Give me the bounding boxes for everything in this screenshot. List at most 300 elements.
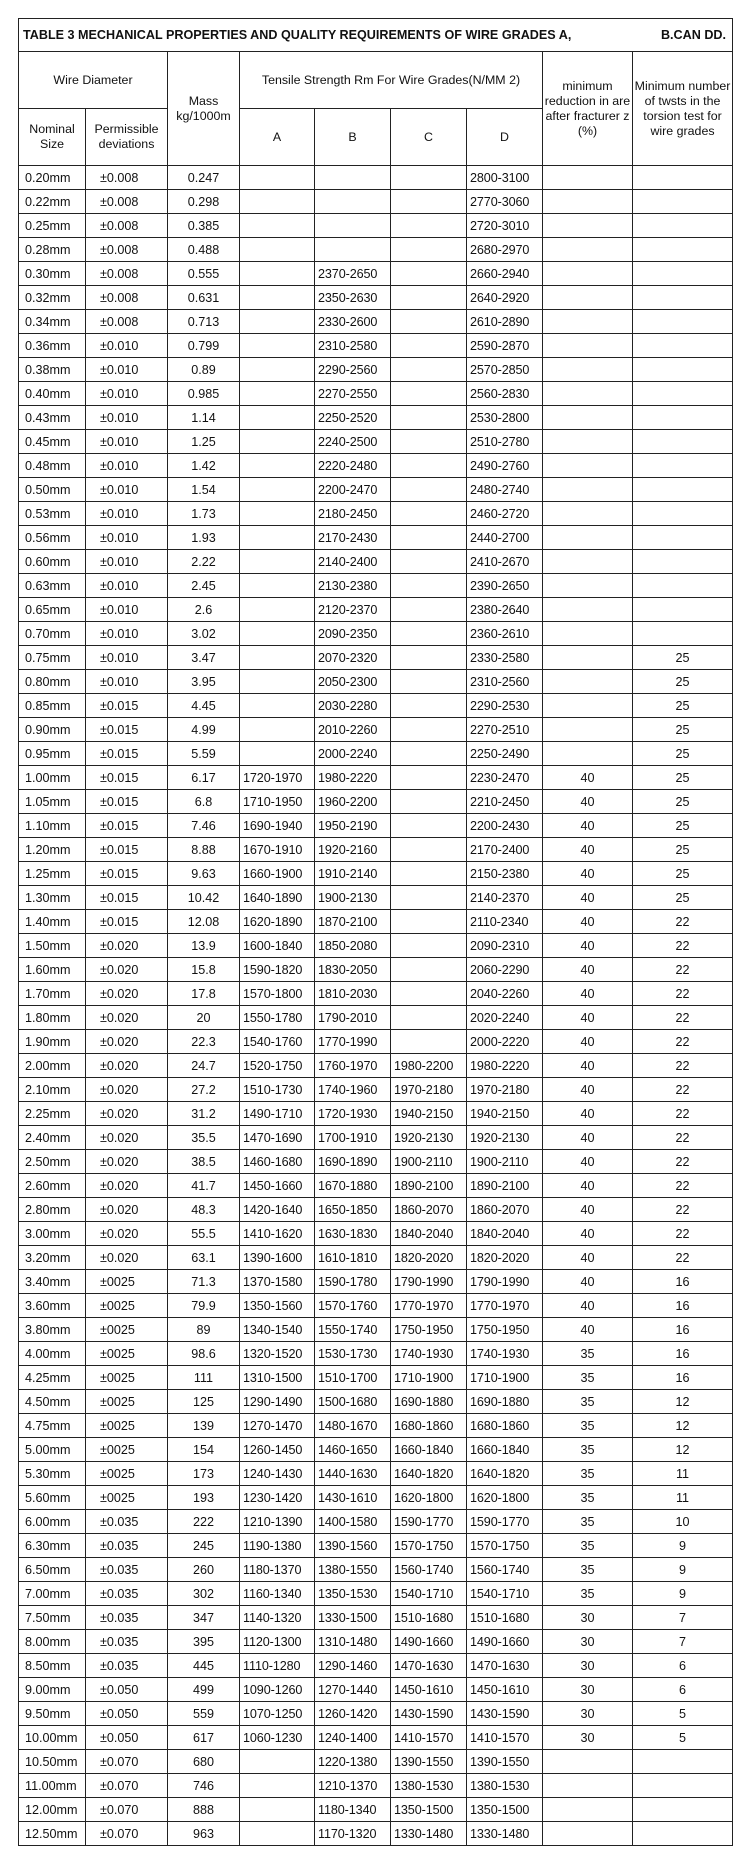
cell-grade-c [391, 814, 467, 838]
cell-grade-a [240, 1822, 315, 1846]
cell-grade-a [240, 742, 315, 766]
cell-grade-c: 1350-1500 [391, 1798, 467, 1822]
cell-min-reduction [543, 358, 633, 382]
cell-grade-a: 1350-1560 [240, 1294, 315, 1318]
cell-grade-d: 1980-2220 [467, 1054, 543, 1078]
cell-nominal-size: 2.10mm [19, 1078, 86, 1102]
cell-grade-a: 1210-1390 [240, 1510, 315, 1534]
cell-min-reduction [543, 238, 633, 262]
cell-mass: 5.59 [168, 742, 240, 766]
cell-grade-c: 1620-1800 [391, 1486, 467, 1510]
cell-grade-d: 1350-1500 [467, 1798, 543, 1822]
cell-grade-a: 1230-1420 [240, 1486, 315, 1510]
cell-permissible-deviation: ±0.010 [86, 526, 168, 550]
cell-grade-d: 2040-2260 [467, 982, 543, 1006]
header-grade-d: D [467, 109, 543, 166]
cell-permissible-deviation: ±0.070 [86, 1750, 168, 1774]
cell-grade-d: 2440-2700 [467, 526, 543, 550]
table-row [19, 1438, 733, 1462]
cell-nominal-size: 2.40mm [19, 1126, 86, 1150]
cell-grade-a: 1120-1300 [240, 1630, 315, 1654]
table-title [19, 19, 733, 52]
cell-nominal-size: 3.40mm [19, 1270, 86, 1294]
cell-nominal-size: 0.90mm [19, 718, 86, 742]
cell-grade-a [240, 1798, 315, 1822]
cell-min-reduction: 40 [543, 1174, 633, 1198]
cell-mass: 559 [168, 1702, 240, 1726]
cell-permissible-deviation: ±0.015 [86, 718, 168, 742]
cell-grade-d: 1570-1750 [467, 1534, 543, 1558]
cell-mass: 0.247 [168, 166, 240, 190]
cell-grade-c: 1790-1990 [391, 1270, 467, 1294]
cell-min-reduction: 35 [543, 1582, 633, 1606]
cell-min-twists: 9 [633, 1582, 733, 1606]
cell-permissible-deviation: ±0025 [86, 1390, 168, 1414]
cell-min-reduction: 40 [543, 1054, 633, 1078]
cell-permissible-deviation: ±0.015 [86, 838, 168, 862]
cell-grade-a: 1460-1680 [240, 1150, 315, 1174]
cell-min-reduction: 35 [543, 1462, 633, 1486]
cell-permissible-deviation: ±0.008 [86, 262, 168, 286]
cell-grade-d: 2530-2800 [467, 406, 543, 430]
cell-mass: 13.9 [168, 934, 240, 958]
table-row [19, 910, 733, 934]
table-row [19, 502, 733, 526]
cell-grade-d: 2720-3010 [467, 214, 543, 238]
cell-min-reduction [543, 478, 633, 502]
cell-min-reduction: 40 [543, 1294, 633, 1318]
cell-min-reduction: 35 [543, 1342, 633, 1366]
cell-min-twists [633, 406, 733, 430]
cell-min-twists: 25 [633, 838, 733, 862]
cell-min-twists: 22 [633, 1198, 733, 1222]
cell-min-twists [633, 310, 733, 334]
cell-grade-c [391, 358, 467, 382]
table-row [19, 334, 733, 358]
cell-grade-c [391, 502, 467, 526]
table-row [19, 1030, 733, 1054]
cell-grade-d: 1590-1770 [467, 1510, 543, 1534]
cell-grade-c: 1410-1570 [391, 1726, 467, 1750]
cell-permissible-deviation: ±0.070 [86, 1774, 168, 1798]
cell-nominal-size: 1.05mm [19, 790, 86, 814]
cell-min-reduction: 40 [543, 1030, 633, 1054]
table-row [19, 1054, 733, 1078]
cell-nominal-size: 7.00mm [19, 1582, 86, 1606]
cell-mass: 24.7 [168, 1054, 240, 1078]
cell-grade-a [240, 670, 315, 694]
cell-min-twists: 22 [633, 982, 733, 1006]
cell-min-reduction: 40 [543, 790, 633, 814]
cell-grade-b: 1690-1890 [315, 1150, 391, 1174]
cell-grade-c [391, 694, 467, 718]
cell-grade-b: 2370-2650 [315, 262, 391, 286]
cell-mass: 154 [168, 1438, 240, 1462]
cell-grade-a: 1470-1690 [240, 1126, 315, 1150]
cell-min-twists: 25 [633, 742, 733, 766]
cell-nominal-size: 1.60mm [19, 958, 86, 982]
cell-grade-d: 1840-2040 [467, 1222, 543, 1246]
header-grade-a: A [240, 109, 315, 166]
cell-mass: 9.63 [168, 862, 240, 886]
cell-grade-b: 2090-2350 [315, 622, 391, 646]
table-row [19, 718, 733, 742]
cell-min-twists [633, 478, 733, 502]
cell-min-twists: 22 [633, 1054, 733, 1078]
table-row [19, 1750, 733, 1774]
cell-grade-b: 2130-2380 [315, 574, 391, 598]
cell-grade-d: 1690-1880 [467, 1390, 543, 1414]
cell-grade-b: 1920-2160 [315, 838, 391, 862]
cell-permissible-deviation: ±0.015 [86, 862, 168, 886]
cell-grade-a [240, 1750, 315, 1774]
cell-nominal-size: 0.32mm [19, 286, 86, 310]
cell-min-reduction: 40 [543, 1006, 633, 1030]
cell-min-reduction: 40 [543, 910, 633, 934]
cell-min-twists: 16 [633, 1294, 733, 1318]
cell-mass: 6.8 [168, 790, 240, 814]
table-row [19, 406, 733, 430]
cell-permissible-deviation: ±0.020 [86, 1030, 168, 1054]
cell-permissible-deviation: ±0.020 [86, 1054, 168, 1078]
cell-min-reduction: 40 [543, 934, 633, 958]
header-grade-b: B [315, 109, 391, 166]
cell-nominal-size: 5.60mm [19, 1486, 86, 1510]
cell-mass: 111 [168, 1366, 240, 1390]
cell-grade-c: 1690-1880 [391, 1390, 467, 1414]
cell-min-reduction: 35 [543, 1438, 633, 1462]
table-row [19, 1702, 733, 1726]
cell-permissible-deviation: ±0.050 [86, 1702, 168, 1726]
cell-grade-c: 1920-2130 [391, 1126, 467, 1150]
cell-permissible-deviation: ±0025 [86, 1486, 168, 1510]
cell-grade-c [391, 262, 467, 286]
cell-grade-c: 1540-1710 [391, 1582, 467, 1606]
cell-permissible-deviation: ±0.015 [86, 910, 168, 934]
cell-grade-a: 1620-1890 [240, 910, 315, 934]
cell-min-reduction: 35 [543, 1558, 633, 1582]
cell-grade-c [391, 550, 467, 574]
cell-grade-d: 2270-2510 [467, 718, 543, 742]
cell-grade-d: 1450-1610 [467, 1678, 543, 1702]
cell-grade-a [240, 718, 315, 742]
cell-grade-d: 2140-2370 [467, 886, 543, 910]
table-row [19, 1102, 733, 1126]
cell-nominal-size: 0.38mm [19, 358, 86, 382]
table-row [19, 1294, 733, 1318]
cell-grade-b: 2180-2450 [315, 502, 391, 526]
cell-nominal-size: 2.00mm [19, 1054, 86, 1078]
cell-grade-b [315, 190, 391, 214]
cell-mass: 617 [168, 1726, 240, 1750]
cell-min-reduction [543, 190, 633, 214]
cell-min-twists [633, 622, 733, 646]
cell-min-reduction [543, 694, 633, 718]
table-row [19, 814, 733, 838]
cell-min-twists [633, 238, 733, 262]
cell-nominal-size: 0.70mm [19, 622, 86, 646]
cell-grade-c [391, 790, 467, 814]
cell-grade-a: 1140-1320 [240, 1606, 315, 1630]
cell-grade-b: 1240-1400 [315, 1726, 391, 1750]
cell-grade-d: 1900-2110 [467, 1150, 543, 1174]
cell-grade-a: 1420-1640 [240, 1198, 315, 1222]
cell-min-twists [633, 502, 733, 526]
cell-min-reduction: 40 [543, 1126, 633, 1150]
cell-min-reduction [543, 646, 633, 670]
cell-grade-c [391, 910, 467, 934]
cell-min-twists: 6 [633, 1678, 733, 1702]
table-row [19, 1414, 733, 1438]
cell-grade-d: 1560-1740 [467, 1558, 543, 1582]
cell-grade-b: 2350-2630 [315, 286, 391, 310]
cell-nominal-size: 0.75mm [19, 646, 86, 670]
cell-min-reduction: 40 [543, 1270, 633, 1294]
cell-grade-d: 1680-1860 [467, 1414, 543, 1438]
cell-grade-a: 1450-1660 [240, 1174, 315, 1198]
cell-grade-d: 2570-2850 [467, 358, 543, 382]
cell-grade-b: 1910-2140 [315, 862, 391, 886]
cell-grade-b: 1850-2080 [315, 934, 391, 958]
cell-grade-d: 2250-2490 [467, 742, 543, 766]
cell-grade-b: 1670-1880 [315, 1174, 391, 1198]
cell-grade-b: 1480-1670 [315, 1414, 391, 1438]
cell-permissible-deviation: ±0.015 [86, 790, 168, 814]
cell-nominal-size: 3.20mm [19, 1246, 86, 1270]
cell-min-twists: 7 [633, 1630, 733, 1654]
table-row [19, 1654, 733, 1678]
cell-permissible-deviation: ±0.035 [86, 1582, 168, 1606]
cell-permissible-deviation: ±0.008 [86, 190, 168, 214]
cell-grade-a: 1590-1820 [240, 958, 315, 982]
cell-grade-b: 2010-2260 [315, 718, 391, 742]
cell-mass: 89 [168, 1318, 240, 1342]
cell-grade-d: 1920-2130 [467, 1126, 543, 1150]
cell-permissible-deviation: ±0.010 [86, 622, 168, 646]
cell-min-reduction: 30 [543, 1606, 633, 1630]
cell-min-reduction: 30 [543, 1654, 633, 1678]
cell-min-reduction [543, 718, 633, 742]
cell-permissible-deviation: ±0.020 [86, 1150, 168, 1174]
table-row [19, 454, 733, 478]
cell-mass: 48.3 [168, 1198, 240, 1222]
cell-min-reduction: 30 [543, 1726, 633, 1750]
cell-grade-c: 1570-1750 [391, 1534, 467, 1558]
cell-grade-a [240, 382, 315, 406]
cell-permissible-deviation: ±0.020 [86, 1006, 168, 1030]
cell-mass: 4.45 [168, 694, 240, 718]
cell-grade-b: 1700-1910 [315, 1126, 391, 1150]
cell-grade-a: 1370-1580 [240, 1270, 315, 1294]
cell-min-twists: 9 [633, 1534, 733, 1558]
cell-nominal-size: 1.50mm [19, 934, 86, 958]
cell-nominal-size: 1.90mm [19, 1030, 86, 1054]
cell-min-twists: 5 [633, 1726, 733, 1750]
cell-grade-b: 1950-2190 [315, 814, 391, 838]
cell-mass: 3.47 [168, 646, 240, 670]
cell-grade-d: 1970-2180 [467, 1078, 543, 1102]
cell-min-twists: 25 [633, 718, 733, 742]
cell-min-twists: 22 [633, 1126, 733, 1150]
cell-grade-b: 1570-1760 [315, 1294, 391, 1318]
cell-mass: 125 [168, 1390, 240, 1414]
cell-grade-a: 1070-1250 [240, 1702, 315, 1726]
cell-permissible-deviation: ±0025 [86, 1438, 168, 1462]
cell-permissible-deviation: ±0.035 [86, 1654, 168, 1678]
cell-grade-d: 1710-1900 [467, 1366, 543, 1390]
cell-min-twists: 22 [633, 1246, 733, 1270]
cell-min-reduction [543, 1750, 633, 1774]
cell-grade-d: 2210-2450 [467, 790, 543, 814]
cell-permissible-deviation: ±0025 [86, 1342, 168, 1366]
table-row [19, 1342, 733, 1366]
cell-grade-c: 1380-1530 [391, 1774, 467, 1798]
cell-permissible-deviation: ±0.020 [86, 934, 168, 958]
cell-permissible-deviation: ±0025 [86, 1270, 168, 1294]
cell-nominal-size: 3.00mm [19, 1222, 86, 1246]
cell-grade-c: 1840-2040 [391, 1222, 467, 1246]
cell-nominal-size: 0.50mm [19, 478, 86, 502]
cell-permissible-deviation: ±0.020 [86, 1126, 168, 1150]
table-title-right: B.CAN DD. [660, 28, 727, 42]
cell-grade-d: 2200-2430 [467, 814, 543, 838]
table-row [19, 166, 733, 190]
cell-mass: 0.799 [168, 334, 240, 358]
cell-mass: 173 [168, 1462, 240, 1486]
cell-min-twists: 25 [633, 694, 733, 718]
cell-grade-b: 1500-1680 [315, 1390, 391, 1414]
cell-mass: 1.54 [168, 478, 240, 502]
cell-grade-d: 1620-1800 [467, 1486, 543, 1510]
cell-mass: 41.7 [168, 1174, 240, 1198]
table-row [19, 1726, 733, 1750]
cell-nominal-size: 1.10mm [19, 814, 86, 838]
cell-min-reduction: 35 [543, 1534, 633, 1558]
cell-grade-d: 1770-1970 [467, 1294, 543, 1318]
cell-permissible-deviation: ±0.010 [86, 598, 168, 622]
cell-grade-d: 2460-2720 [467, 502, 543, 526]
cell-grade-a: 1640-1890 [240, 886, 315, 910]
cell-mass: 31.2 [168, 1102, 240, 1126]
cell-mass: 395 [168, 1630, 240, 1654]
cell-mass: 15.8 [168, 958, 240, 982]
cell-grade-a [240, 478, 315, 502]
cell-min-reduction: 40 [543, 862, 633, 886]
cell-grade-b: 1590-1780 [315, 1270, 391, 1294]
cell-grade-a [240, 358, 315, 382]
cell-grade-c: 1390-1550 [391, 1750, 467, 1774]
table-row [19, 1366, 733, 1390]
cell-grade-c [391, 958, 467, 982]
cell-mass: 1.42 [168, 454, 240, 478]
cell-permissible-deviation: ±0.010 [86, 334, 168, 358]
cell-min-twists [633, 1774, 733, 1798]
cell-grade-b: 1380-1550 [315, 1558, 391, 1582]
cell-grade-c [391, 838, 467, 862]
cell-grade-d: 2680-2970 [467, 238, 543, 262]
cell-grade-a: 1310-1500 [240, 1366, 315, 1390]
cell-min-reduction [543, 574, 633, 598]
cell-permissible-deviation: ±0.070 [86, 1822, 168, 1846]
cell-permissible-deviation: ±0.010 [86, 478, 168, 502]
cell-mass: 302 [168, 1582, 240, 1606]
cell-grade-a [240, 526, 315, 550]
cell-min-reduction [543, 166, 633, 190]
cell-mass: 2.45 [168, 574, 240, 598]
cell-min-reduction [543, 742, 633, 766]
cell-mass: 0.985 [168, 382, 240, 406]
cell-grade-d: 1640-1820 [467, 1462, 543, 1486]
cell-grade-d: 2310-2560 [467, 670, 543, 694]
cell-grade-c [391, 1030, 467, 1054]
cell-mass: 0.385 [168, 214, 240, 238]
cell-mass: 20 [168, 1006, 240, 1030]
cell-nominal-size: 8.50mm [19, 1654, 86, 1678]
cell-nominal-size: 6.00mm [19, 1510, 86, 1534]
cell-grade-c: 1330-1480 [391, 1822, 467, 1846]
cell-min-reduction: 40 [543, 814, 633, 838]
table-row [19, 1270, 733, 1294]
cell-nominal-size: 0.28mm [19, 238, 86, 262]
cell-min-twists [633, 286, 733, 310]
cell-grade-b: 1530-1730 [315, 1342, 391, 1366]
cell-min-twists: 12 [633, 1414, 733, 1438]
cell-permissible-deviation: ±0.020 [86, 1102, 168, 1126]
header-mass-label: Mass kg/1000m [176, 93, 231, 123]
cell-nominal-size: 2.25mm [19, 1102, 86, 1126]
cell-mass: 12.08 [168, 910, 240, 934]
cell-grade-c: 1970-2180 [391, 1078, 467, 1102]
cell-grade-b: 1210-1370 [315, 1774, 391, 1798]
cell-grade-c [391, 886, 467, 910]
cell-grade-c: 1660-1840 [391, 1438, 467, 1462]
cell-nominal-size: 0.34mm [19, 310, 86, 334]
cell-nominal-size: 1.70mm [19, 982, 86, 1006]
cell-grade-a [240, 1774, 315, 1798]
cell-grade-d: 2510-2780 [467, 430, 543, 454]
cell-permissible-deviation: ±0.035 [86, 1534, 168, 1558]
table-row [19, 1582, 733, 1606]
cell-grade-c: 1820-2020 [391, 1246, 467, 1270]
cell-grade-b: 1260-1420 [315, 1702, 391, 1726]
cell-grade-a [240, 550, 315, 574]
cell-min-twists [633, 214, 733, 238]
cell-min-reduction [543, 262, 633, 286]
cell-min-twists: 22 [633, 1174, 733, 1198]
cell-grade-b: 1550-1740 [315, 1318, 391, 1342]
cell-mass: 963 [168, 1822, 240, 1846]
wire-grades-table-container [18, 18, 732, 1846]
table-row [19, 1678, 733, 1702]
cell-nominal-size: 12.00mm [19, 1798, 86, 1822]
table-row [19, 838, 733, 862]
cell-grade-a: 1110-1280 [240, 1654, 315, 1678]
cell-grade-c: 1710-1900 [391, 1366, 467, 1390]
header-tensile-strength: Tensile Strength Rm For Wire Grades(N/MM 2) [240, 52, 543, 109]
cell-min-twists: 11 [633, 1462, 733, 1486]
cell-mass: 7.46 [168, 814, 240, 838]
cell-mass: 1.25 [168, 430, 240, 454]
cell-mass: 4.99 [168, 718, 240, 742]
table-row [19, 934, 733, 958]
table-row [19, 694, 733, 718]
cell-min-reduction [543, 1798, 633, 1822]
cell-mass: 38.5 [168, 1150, 240, 1174]
cell-grade-b: 1870-2100 [315, 910, 391, 934]
cell-grade-b: 1430-1610 [315, 1486, 391, 1510]
cell-nominal-size: 0.22mm [19, 190, 86, 214]
cell-grade-c [391, 742, 467, 766]
